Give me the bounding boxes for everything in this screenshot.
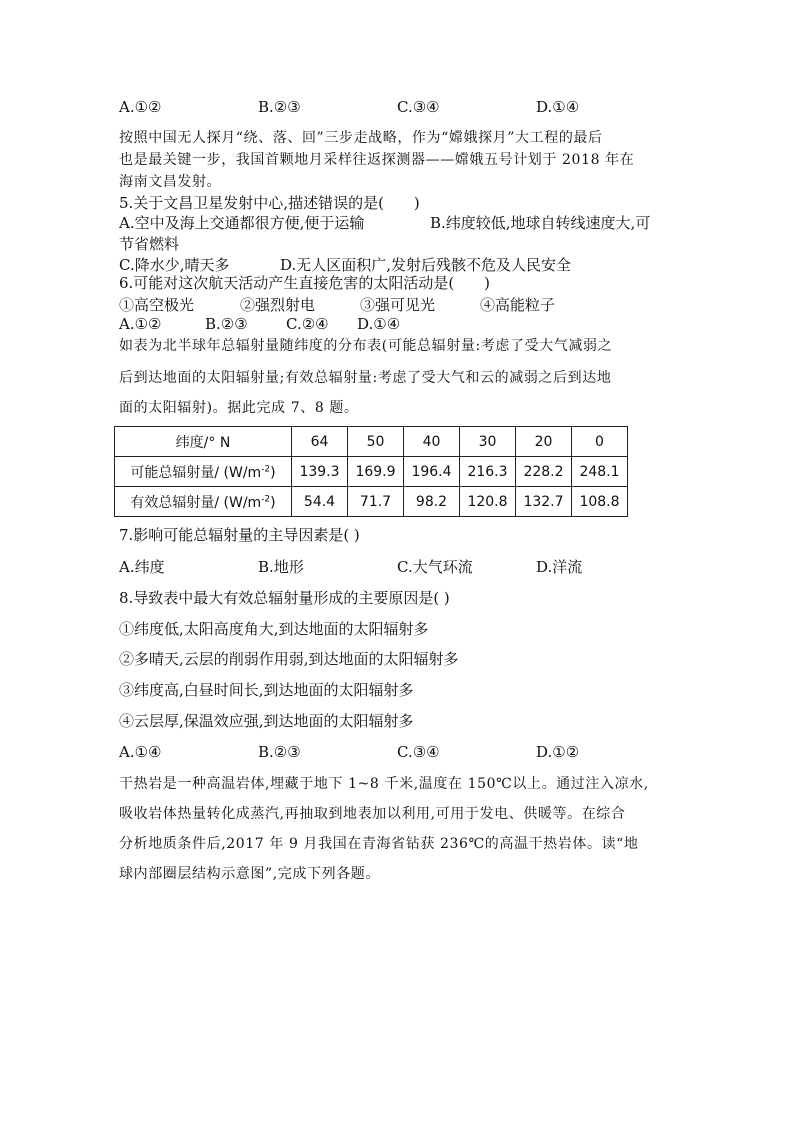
option-d: D.①④: [536, 98, 580, 116]
passage-line: 面的太阳辐射)。据此完成 7、8 题。: [119, 400, 359, 416]
table-header-row: [115, 427, 628, 457]
option-c: C.③④: [397, 98, 440, 116]
row-label: [115, 487, 292, 517]
row-label-sup: -2: [261, 463, 271, 474]
option-a: A.空中及海上交通都很方便,便于运输: [119, 214, 365, 232]
item-1: ①纬度低,太阳高度角大,到达地面的太阳辐射多: [119, 620, 429, 638]
header-cell: 纬度/° N: [115, 427, 292, 457]
option-d: D.无人区面积广,发射后残骸不危及人民安全: [280, 256, 572, 274]
option-c: C.③④: [397, 743, 440, 761]
table-cell: 120.8: [460, 487, 516, 517]
option-c: C.②④: [286, 315, 329, 333]
option-b-continued: 节省燃料: [119, 235, 180, 253]
option-a: A.①②: [119, 98, 162, 116]
option-b: B.地形: [258, 558, 304, 576]
table-row: [115, 487, 628, 517]
passage-line: 按照中国无人探月“绕、落、回”三步走战略，作为“嫦娥探月”大工程的最后: [119, 130, 603, 146]
question-stem: 8.导致表中最大有效总辐射量形成的主要原因是( ): [119, 589, 450, 607]
header-cell: 30: [460, 427, 516, 457]
passage-line: 如表为北半球年总辐射量随纬度的分布表(可能总辐射量:考虑了受大气减弱之: [119, 338, 613, 354]
table-row: [115, 457, 628, 487]
header-cell: 40: [404, 427, 460, 457]
option-a: A.①②: [119, 315, 162, 333]
option-a: A.纬度: [119, 558, 165, 576]
header-cell: 20: [516, 427, 572, 457]
table-cell: 71.7: [348, 487, 404, 517]
option-b: B.纬度较低,地球自转线速度大,可: [430, 214, 651, 232]
header-cell: 64: [292, 427, 348, 457]
option-d: D.洋流: [536, 558, 583, 576]
table-cell: 108.8: [572, 487, 628, 517]
item-1: ①高空极光: [119, 296, 195, 314]
table-cell: 228.2: [516, 457, 572, 487]
header-cell: 0: [572, 427, 628, 457]
table-cell: 248.1: [572, 457, 628, 487]
table-cell: 54.4: [292, 487, 348, 517]
table-cell: 216.3: [460, 457, 516, 487]
table-cell: 98.2: [404, 487, 460, 517]
passage-line: 干热岩是一种高温岩体,埋藏于地下 1~8 千米,温度在 150℃以上。通过注入凉水,: [119, 776, 649, 792]
radiation-table: [114, 426, 628, 517]
question-stem: 6.可能对这次航天活动产生直接危害的太阳活动是( ): [119, 274, 491, 292]
option-b: B.②③: [258, 98, 301, 116]
item-2: ②多晴天,云层的削弱作用弱,到达地面的太阳辐射多: [119, 650, 459, 668]
option-c: C.大气环流: [397, 558, 473, 576]
item-2: ②强烈射电: [240, 296, 316, 314]
passage-line: 也是最关键一步，我国首颗地月采样往返探测器——嫦娥五号计划于 2018 年在: [119, 152, 635, 168]
option-d: D.①④: [357, 315, 401, 333]
option-a: A.①④: [119, 743, 162, 761]
row-label-sup: -2: [261, 493, 271, 504]
passage-line: 后到达地面的太阳辐射量;有效总辐射量:考虑了受大气和云的减弱之后到达地: [119, 370, 612, 386]
item-3: ③纬度高,白昼时间长,到达地面的太阳辐射多: [119, 681, 414, 699]
passage-line: 球内部圈层结构示意图”,完成下列各题。: [119, 866, 381, 882]
question-stem: 7.影响可能总辐射量的主导因素是( ): [119, 526, 360, 544]
header-cell: 50: [348, 427, 404, 457]
option-c: C.降水少,晴天多: [119, 256, 230, 274]
row-label-close: ): [270, 494, 276, 511]
question-stem: 5.关于文昌卫星发射中心,描述错误的是( ): [119, 194, 420, 212]
passage-line: 吸收岩体热量转化成蒸汽,再抽取到地表加以利用,可用于发电、供暖等。在综合: [119, 806, 626, 822]
row-label: [115, 457, 292, 487]
item-3: ③强可见光: [360, 296, 436, 314]
row-label-text: 可能总辐射量/ (W/m: [130, 464, 262, 481]
option-d: D.①②: [536, 743, 580, 761]
option-b: B.②③: [258, 743, 301, 761]
row-label-close: ): [270, 464, 276, 481]
table-cell: 139.3: [292, 457, 348, 487]
item-4: ④云层厚,保温效应强,到达地面的太阳辐射多: [119, 712, 414, 730]
table-cell: 132.7: [516, 487, 572, 517]
row-label-text: 有效总辐射量/ (W/m: [130, 494, 262, 511]
table-cell: 196.4: [404, 457, 460, 487]
item-4: ④高能粒子: [480, 296, 556, 314]
passage-line: 分析地质条件后,2017 年 9 月我国在青海省钻获 236℃的高温干热岩体。读“地: [119, 836, 639, 852]
option-b: B.②③: [205, 315, 248, 333]
table-cell: 169.9: [348, 457, 404, 487]
passage-line: 海南文昌发射。: [119, 174, 222, 190]
